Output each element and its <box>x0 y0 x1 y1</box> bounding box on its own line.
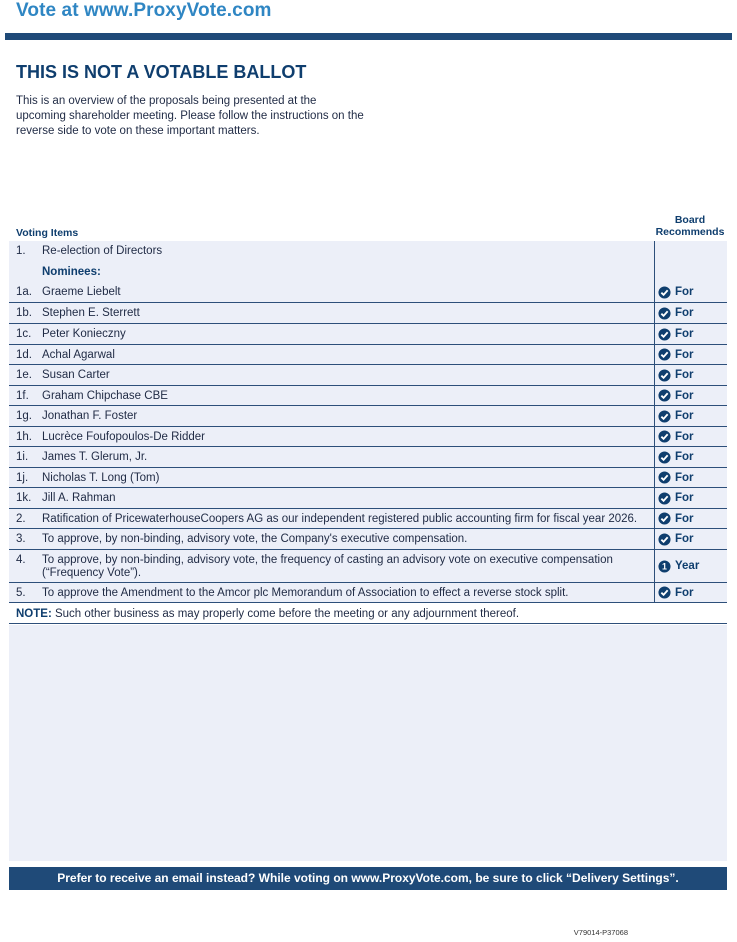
check-circle-icon <box>658 512 671 525</box>
item-text: Ratification of PricewaterhouseCoopers AG as our independent registered public accounting firm for fiscal year 2026. <box>42 513 638 525</box>
table-row <box>9 509 727 529</box>
item-recommendation <box>654 509 727 528</box>
item-number: 1j. <box>16 472 29 484</box>
item-text: Stephen E. Sterrett <box>42 307 140 319</box>
check-circle-icon <box>658 471 671 484</box>
table-row <box>9 488 727 509</box>
board-header-line2: Recommends <box>655 226 725 238</box>
item-number: 1k. <box>16 492 32 504</box>
item-recommendation <box>654 345 727 364</box>
recommendation-label: For <box>675 389 694 402</box>
recommendation-label: For <box>675 492 694 504</box>
item-number: 4. <box>16 554 26 566</box>
recommendation-label: For <box>675 369 694 381</box>
table-row <box>9 583 727 603</box>
item-recommendation <box>654 468 727 487</box>
header-divider <box>5 33 732 40</box>
item-number: 1. <box>16 245 26 257</box>
note-row <box>9 603 727 624</box>
svg-text:1: 1 <box>662 561 667 572</box>
table-row <box>9 427 727 447</box>
recommendation-label: For <box>675 286 694 298</box>
check-circle-icon <box>658 492 671 505</box>
item-recommendation <box>654 529 727 549</box>
check-circle-icon <box>658 328 671 341</box>
item-recommendation <box>654 282 727 302</box>
recommendation-label: For <box>675 533 694 545</box>
check-circle-icon <box>658 348 671 361</box>
item-recommendation <box>654 365 727 385</box>
table-row <box>9 324 727 345</box>
recommendation-label: For <box>675 348 694 361</box>
recommendation-label: For <box>675 471 694 484</box>
recommendation-label: For <box>675 307 694 319</box>
check-circle-icon <box>658 369 671 382</box>
check-circle-icon <box>658 307 671 320</box>
item-text: To approve the Amendment to the Amcor plc Memorandum of Association to effect a reverse stock split. <box>42 587 569 599</box>
table-row <box>9 345 727 365</box>
check-circle-icon <box>658 430 671 443</box>
page-title: THIS IS NOT A VOTABLE BALLOT <box>16 62 307 82</box>
check-circle-icon <box>658 586 671 599</box>
item-text: Achal Agarwal <box>42 349 115 361</box>
board-header-line1: Board <box>674 214 706 226</box>
recommendation-label: Year <box>675 560 700 572</box>
nominees-label: Nominees: <box>42 266 101 278</box>
recommendation-label: For <box>675 451 694 463</box>
blank-panel <box>9 625 727 861</box>
table-row <box>9 550 727 583</box>
note-text: Such other business as may properly come before the meeting or any adjournment thereof. <box>51 608 520 620</box>
table-row <box>9 386 727 406</box>
item-text: Jill A. Rahman <box>42 492 116 504</box>
item-number: 1i. <box>16 451 29 463</box>
recommendation-label: For <box>675 512 694 525</box>
check-circle-icon <box>658 451 671 464</box>
frequency-one-icon <box>658 560 671 573</box>
check-circle-icon <box>658 389 671 402</box>
recommendation-label: For <box>675 430 694 443</box>
note-label: NOTE: <box>16 608 52 620</box>
item-number: 1a. <box>16 286 32 298</box>
item-text: Peter Konieczny <box>42 328 126 340</box>
item-number: 3. <box>16 533 26 545</box>
item-text: Graham Chipchase CBE <box>42 390 168 402</box>
item-number: 5. <box>16 587 26 599</box>
item-text: Graeme Liebelt <box>42 286 121 298</box>
item-recommendation <box>654 386 727 405</box>
voting-items-table <box>9 241 727 624</box>
check-circle-icon <box>658 410 671 423</box>
item-recommendation <box>654 488 727 508</box>
table-row <box>9 262 727 282</box>
header-title: Vote at www.ProxyVote.com <box>16 0 272 21</box>
item-recommendation <box>654 583 727 602</box>
item-number: 1b. <box>16 307 32 319</box>
item-recommendation <box>654 550 727 582</box>
item-number: 1e. <box>16 369 32 381</box>
item-recommendation <box>654 262 727 282</box>
item-number: 1g. <box>16 410 32 422</box>
footer-banner: Prefer to receive an email instead? While voting on www.ProxyVote.com, be sure to click “Delivery Settings”. <box>9 867 727 890</box>
item-number: 1f. <box>16 390 29 402</box>
table-row <box>9 529 727 550</box>
recommendation-label: For <box>675 328 694 340</box>
item-text: James T. Glerum, Jr. <box>42 451 148 463</box>
board-recommends-header <box>653 214 727 238</box>
item-number: 1d. <box>16 349 32 361</box>
item-text: To approve, by non-binding, advisory vote, the Company's executive compensation. <box>42 533 468 545</box>
item-number: 2. <box>16 513 26 525</box>
item-text: Re-election of Directors <box>42 245 163 257</box>
item-recommendation <box>654 427 727 446</box>
check-circle-icon <box>658 286 671 299</box>
item-recommendation <box>654 303 727 323</box>
table-row <box>9 241 727 262</box>
recommendation-label: For <box>675 586 694 599</box>
table-row <box>9 282 727 303</box>
item-text: Nicholas T. Long (Tom) <box>42 472 160 484</box>
item-number: 1h. <box>16 431 32 443</box>
item-text: Lucrèce Foufopoulos-De Ridder <box>42 431 206 443</box>
item-recommendation <box>654 447 727 467</box>
table-row <box>9 447 727 468</box>
check-circle-icon <box>658 533 671 546</box>
recommendation-label: For <box>675 410 694 422</box>
item-recommendation <box>654 324 727 344</box>
table-row <box>9 365 727 386</box>
item-text: To approve, by non-binding, advisory vote, the frequency of casting an advisory vote on executive compensation (“Frequency Vote”). <box>42 554 613 579</box>
item-recommendation <box>654 406 727 426</box>
voting-items-header: Voting Items <box>16 227 79 239</box>
table-row <box>9 406 727 427</box>
item-number <box>9 262 42 282</box>
document-code: V79014-P37068 <box>573 928 628 937</box>
item-text: Susan Carter <box>42 369 110 381</box>
item-recommendation <box>654 241 727 262</box>
table-row <box>9 468 727 488</box>
intro-text: This is an overview of the proposals being presented at the upcoming shareholder meeting. Please follow the instructions on the reverse side to vote on these important matters. <box>16 95 364 137</box>
item-number: 1c. <box>16 328 32 340</box>
item-text: Jonathan F. Foster <box>42 410 138 422</box>
table-row <box>9 303 727 324</box>
